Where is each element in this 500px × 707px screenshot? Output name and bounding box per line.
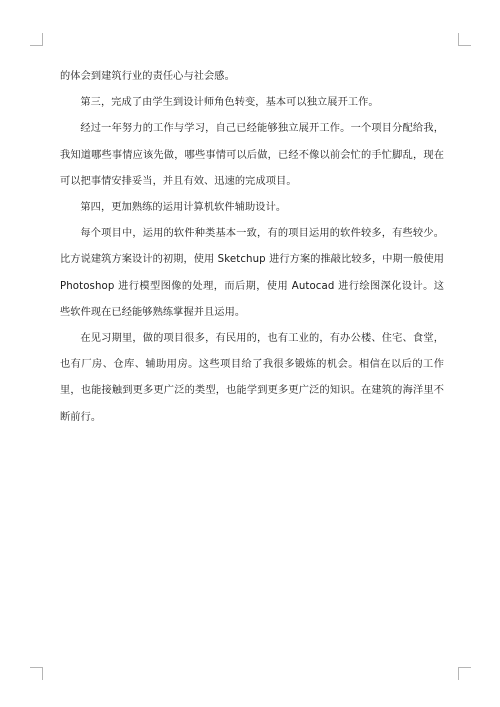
crop-mark-top-left [30,33,43,46]
crop-mark-bottom-right [458,667,471,680]
paragraph-work-independence: 经过一年努力的工作与学习，自己已经能够独立展开工作。一个项目分配给我，我知道哪些事情应该先做，哪些事情可以后做，已经不像以前会忙的手忙脚乱，现在可以把事情安排妥当，并且有效、迅速的完成项目。 [60,123,444,187]
paragraph-heading-fourth: 第四，更加熟练的运用计算机软件辅助设计。 [80,202,287,214]
paragraph-software: 每个项目中，运用的软件种类基本一致，有的项目运用的软件较多，有些较少。比方说建筑方案设计的初期，使用 Sketchup 进行方案的推敲比较多，中期一般使用 Photoshop 进行模型图像的处理，而后期，使用 Autocad 进行绘图深化设计。这些软件现在已经能够熟练掌握并且运用。 [60,228,444,318]
paragraph-continuation: 的体会到建筑行业的责任心与社会感。 [60,71,235,82]
document-body [60,64,444,431]
paragraph-projects: 在见习期里，做的项目很多，有民用的，也有工业的，有办公楼、住宅、食堂，也有厂房、仓库、辅助用房。这些项目给了我很多锻炼的机会。相信在以后的工作里，也能接触到更多更广泛的类型，也能学到更多更广泛的知识。在建筑的海洋里不断前行。 [60,333,444,423]
paragraph-heading-third: 第三，完成了由学生到设计师角色转变，基本可以独立展开工作。 [80,97,379,109]
crop-mark-bottom-left [30,667,43,680]
crop-mark-top-right [458,33,471,46]
